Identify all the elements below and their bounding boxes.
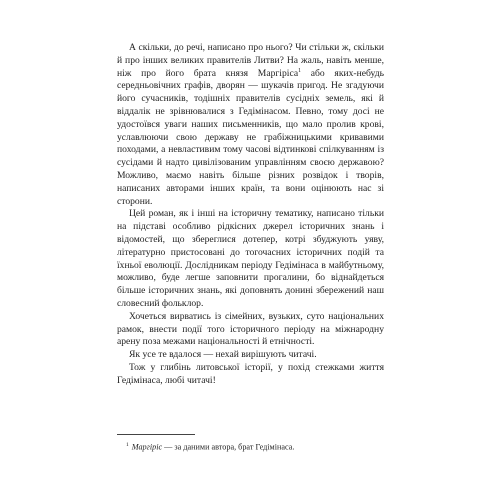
paragraph-1 bbox=[117, 42, 384, 208]
footnote-reference: 1 bbox=[298, 67, 302, 74]
footnote-divider bbox=[117, 434, 195, 435]
paragraph-1-text-a: А скільки, до речі, написано про нього? Чи стільки ж, скільки й про інших великих правителів Литви? На жаль, навіть менше, ніж про його брата князя Маргіріса bbox=[117, 42, 384, 79]
paragraph-3: Хочеться вирватись із сімейних, вузьких, суто національних рамок, внести події того історичного періоду на міжнародну арену поза межами національності й етнічності. bbox=[117, 310, 384, 348]
main-text bbox=[117, 42, 384, 388]
paragraph-5: Тож у глибінь литовської історії, у похід стежками життя Гедімінаса, любі читачі! bbox=[117, 361, 384, 386]
footnote-text: — за даними автора, брат Гедімінаса. bbox=[162, 442, 295, 452]
footnote bbox=[117, 440, 384, 453]
paragraph-2: Цей роман, як і інші на історичну тематику, написано тільки на підставі особливо рідкісних джерел історичних знань і відомостей, що збереглися дотепер, котрі збуджують уяву, літературно пристосовані до тогочасних історичних подій та їхньої еволюції. Дослідникам періоду Гедімінаса в майбутньому, можливо, буде легше заповнити прогалини, бо віднайдеться більше історичних знань, які доповнять донині збережений наш словесний фольклор. bbox=[117, 208, 384, 309]
paragraph-4: Як усе те вдалося — нехай вирішують читачі. bbox=[129, 349, 317, 361]
footnote-term: Маргіріс bbox=[131, 442, 163, 452]
paragraph-1-text-b: або яких-небудь середньовічних графів, дворян — шукачів пригод. Не згадуючи його сучасників, тодішніх правителів сусідніх земель, які й віддалік не зрівнювалися з Гедімінасом. Певно, тому досі не удостоївся уваги наших письменників, що мало пролив крові, уславлюючи свою державу не грабіжницькими кривавими походами, а невластивим тому часові відтинкові спілкуванням із сусідами й надто цивілізованим управлінням своєю державою? Можливо, маємо навіть більше різних розвідок і творів, написаних авторами інших країн, та вони оцінюють нас зі сторони. bbox=[117, 67, 384, 207]
footnote-mark: 1 bbox=[126, 442, 129, 448]
